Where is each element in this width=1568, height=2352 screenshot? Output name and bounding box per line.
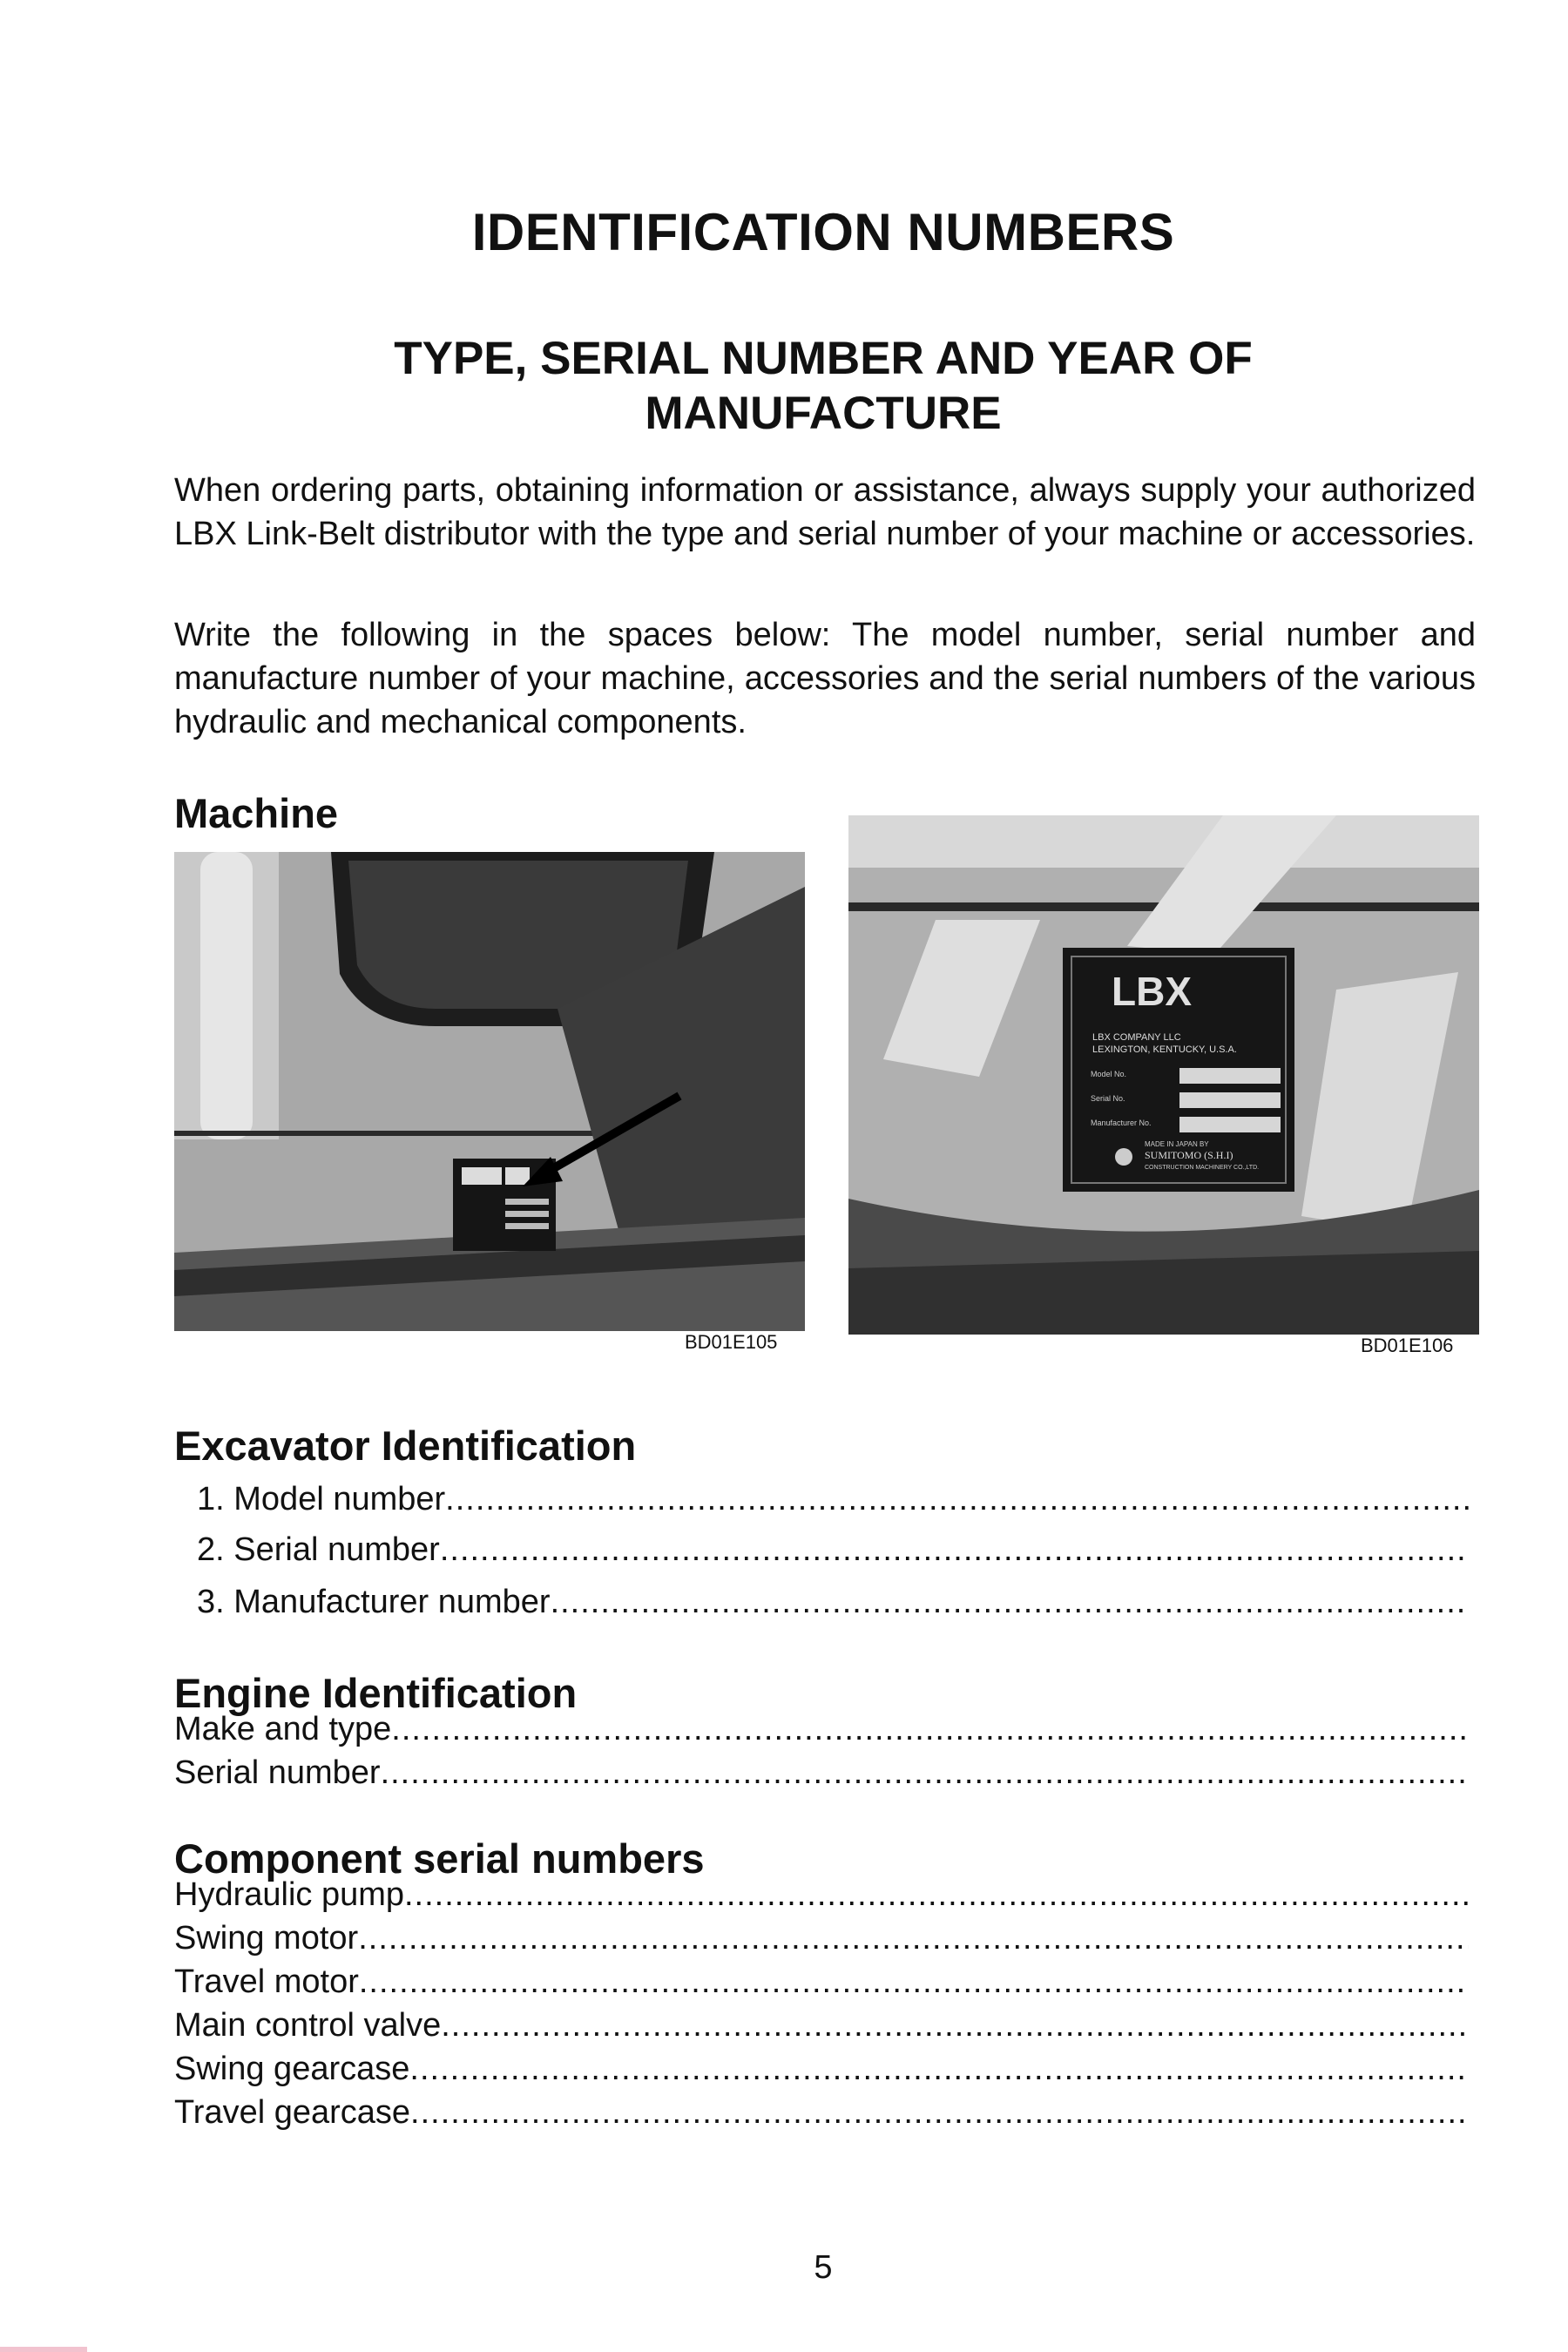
serial-number-line[interactable]: [197, 1530, 1469, 1570]
plate-company: LBX COMPANY LLC: [1092, 1032, 1181, 1043]
plate-maker: SUMITOMO (S.H.I): [1145, 1149, 1233, 1161]
item-number: 3.: [197, 1584, 225, 1620]
plate-field-serial: Serial No.: [1091, 1094, 1125, 1103]
manufacturer-number-label: Manufacturer number: [233, 1584, 551, 1620]
engine-heading: Engine Identification: [174, 1670, 578, 1716]
component-line-swing-gearcase[interactable]: [174, 2049, 1469, 2089]
plate-made-in: MADE IN JAPAN BY: [1145, 1140, 1209, 1148]
component-line-travel-motor[interactable]: [174, 1962, 1469, 2002]
section-subtitle: TYPE, SERIAL NUMBER AND YEAR OF MANUFACTURE: [394, 333, 1253, 439]
machine-photo: [174, 852, 805, 1331]
photo-caption: BD01E106: [1361, 1335, 1454, 1356]
engine-make-label: Make and type: [174, 1711, 392, 1747]
component-label: Swing gearcase: [174, 2051, 410, 2087]
engine-serial-label: Serial number: [174, 1754, 381, 1791]
plate-field-manufacturer: Manufacturer No.: [1091, 1119, 1152, 1127]
plate-maker-sub: CONSTRUCTION MACHINERY CO.,LTD.: [1145, 1165, 1260, 1171]
component-label: Travel gearcase: [174, 2094, 411, 2131]
page-title: IDENTIFICATION NUMBERS: [471, 203, 1175, 261]
instructions-paragraph: Write the following in the spaces below: The model number, serial number and manufacture number of your machine, accessories and the serial numbers of the various hydraulic and mechanical components.: [174, 617, 1476, 740]
component-label: Swing motor: [174, 1920, 359, 1957]
intro-paragraph: When ordering parts, obtaining information or assistance, always supply your authorized LBX Link-Belt distributor with the type and serial number of your machine or accessories.: [174, 472, 1476, 552]
manufacturer-number-line[interactable]: [197, 1582, 1469, 1622]
model-number-line[interactable]: [197, 1479, 1469, 1519]
plate-field-model: Model No.: [1091, 1070, 1127, 1078]
machine-heading: Machine: [174, 790, 339, 836]
plate-photo-illustration: [848, 815, 1479, 1335]
component-heading: Component serial numbers: [174, 1835, 705, 1882]
serial-number-label: Serial number: [233, 1531, 440, 1568]
engine-serial-line[interactable]: [174, 1753, 1469, 1793]
component-line-hydraulic-pump[interactable]: [174, 1875, 1469, 1915]
engine-make-line[interactable]: [174, 1709, 1469, 1749]
plate-photo: [848, 815, 1479, 1335]
machine-photo-illustration: [174, 852, 805, 1331]
component-label: Hydraulic pump: [174, 1876, 404, 1913]
photo-caption: BD01E105: [685, 1331, 778, 1353]
corner-mark: [0, 2347, 87, 2352]
plate-location: LEXINGTON, KENTUCKY, U.S.A.: [1092, 1044, 1237, 1055]
page-number: 5: [814, 2249, 833, 2286]
item-number: 1.: [197, 1481, 225, 1517]
component-label: Main control valve: [174, 2007, 442, 2044]
component-line-main-control-valve[interactable]: [174, 2005, 1469, 2045]
component-line-swing-motor[interactable]: [174, 1918, 1469, 1958]
component-label: Travel motor: [174, 1963, 359, 2000]
component-line-travel-gearcase[interactable]: [174, 2092, 1469, 2132]
excavator-heading: Excavator Identification: [174, 1423, 637, 1469]
plate-logo: LBX: [1112, 969, 1192, 1014]
model-number-label: Model number: [233, 1481, 446, 1517]
item-number: 2.: [197, 1531, 225, 1568]
maker-logo-icon: [1115, 1148, 1132, 1166]
